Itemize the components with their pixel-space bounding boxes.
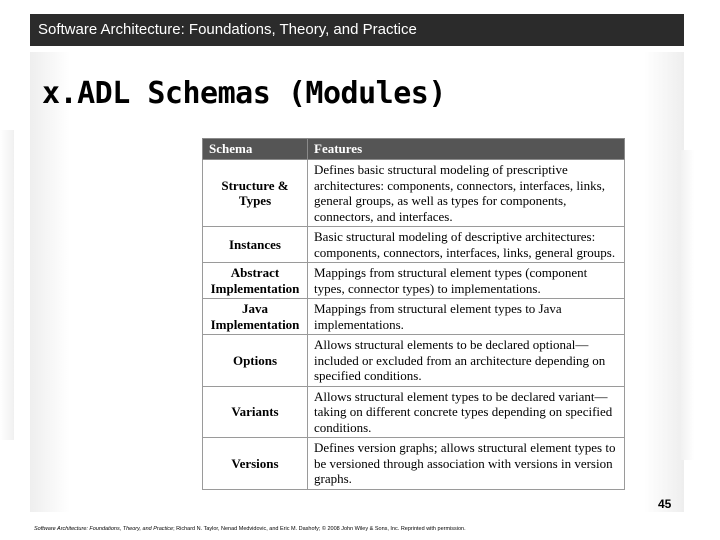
column-header-schema: Schema [203, 139, 308, 160]
table-row [203, 438, 625, 490]
table-row [203, 335, 625, 387]
column-header-features: Features [308, 139, 625, 160]
header-title: Software Architecture: Foundations, Theory, and Practice [38, 21, 417, 38]
schema-features: Allows structural element types to be declared variant—taking on different concrete types depending on specified conditions. [308, 386, 625, 438]
table-header-row [203, 139, 625, 160]
slide-shadow-left [0, 130, 14, 440]
schema-features: Allows structural elements to be declared optional—included or excluded from an architecture depending on specified conditions. [308, 335, 625, 387]
schema-features: Defines version graphs; allows structural element types to be versioned through association with versions in version graphs. [308, 438, 625, 490]
table-row [203, 299, 625, 335]
schema-name: Instances [203, 227, 308, 263]
schema-table [202, 138, 625, 490]
footer-book-title: Software Architecture: Foundations, Theory, and Practice [34, 526, 174, 532]
header-bar [30, 14, 684, 46]
footer-credits: ; Richard N. Taylor, Nenad Medvidovic, and Eric M. Dashofy; © 2008 John Wiley & Sons, Inc. Reprinted with permission. [173, 526, 466, 532]
table-row [203, 227, 625, 263]
schema-name: Variants [203, 386, 308, 438]
schema-features: Mappings from structural element types (component types, connector types) to implementations. [308, 263, 625, 299]
schema-name: Versions [203, 438, 308, 490]
schema-name: Options [203, 335, 308, 387]
schema-features: Mappings from structural element types to Java implementations. [308, 299, 625, 335]
table-row [203, 263, 625, 299]
page-number: 45 [658, 497, 672, 511]
slide-shadow-right [680, 150, 694, 460]
schema-features: Defines basic structural modeling of prescriptive architectures: components, connectors, interfaces, links, general groups, as well as types for components, connectors, and interfaces. [308, 160, 625, 227]
table-row [203, 386, 625, 438]
table-row [203, 160, 625, 227]
footer-citation [34, 526, 694, 532]
schema-name: Java Implementation [203, 299, 308, 335]
schema-name: Abstract Implementation [203, 263, 308, 299]
schema-features: Basic structural modeling of descriptive architectures: components, connectors, interfaces, links, general groups. [308, 227, 625, 263]
slide-title: x.ADL Schemas (Modules) [42, 76, 446, 111]
schema-name: Structure & Types [203, 160, 308, 227]
